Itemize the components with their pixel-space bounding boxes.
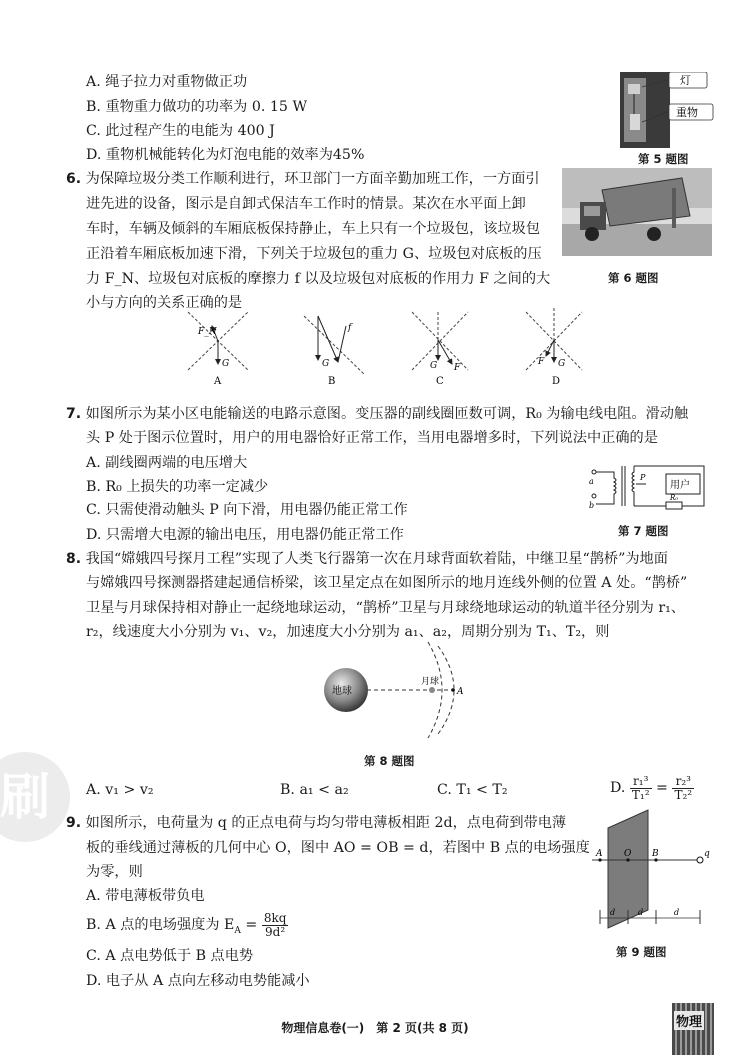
q5-option-a: A. 绳子拉力对重物做正功 — [86, 74, 248, 90]
q5-fig-label-weight: 重物 — [676, 106, 698, 119]
q6-line-3: 车时，车辆及倾斜的车厢底板保持静止，车上只有一个垃圾包，该垃圾包 — [86, 221, 541, 237]
q6-diagram-c — [412, 312, 468, 387]
q7-option-c: C. 只需使滑动触头 P 向下滑，用电器仍能正常工作 — [86, 502, 408, 518]
q6-line-6: 小与方向的关系正确的是 — [86, 295, 243, 311]
q6-line-1 — [66, 169, 540, 189]
q5-figure-photo — [620, 72, 714, 148]
q6-number: 6. — [66, 171, 82, 187]
svg-text:G: G — [322, 359, 330, 369]
svg-text:B: B — [652, 849, 659, 859]
svg-text:q: q — [704, 849, 710, 859]
q8-fig-earth-label: 地球 — [332, 686, 352, 697]
side-subject-label: 物理 — [674, 1011, 704, 1030]
q9-option-d: D. 电子从 A 点向左移动电势能减小 — [86, 973, 310, 989]
q6-figure-photo — [562, 168, 712, 256]
svg-text:G: G — [222, 359, 230, 369]
svg-text:P: P — [640, 473, 646, 482]
svg-text:A: A — [596, 849, 603, 859]
q6-diagram-a — [188, 312, 248, 387]
q8-option-d: D. $\frac{\text{r₁³}}{\text{T₁²}}$ = $\frac{\text{r₂³}}{\text{T₂²}}$ — [610, 773, 693, 802]
svg-text:d: d — [638, 908, 644, 917]
svg-text:F: F — [538, 357, 545, 367]
q8-line-1 — [66, 549, 668, 569]
q8-option-b: B. a₁ < a₂ — [280, 782, 349, 798]
svg-text:f: f — [348, 323, 352, 333]
q9-line-2: 板的垂线通过薄板的几何中心 O，图中 AO = OB = d，若图中 B 点的电场强度 — [86, 840, 590, 856]
q8-line-3: 卫星与月球保持相对静止一起绕地球运动，“鹊桥”卫星与月球绕地球运动的轨道半径分别为 r₁、 — [86, 600, 685, 616]
q7-fig-user-label: 用户 — [670, 480, 690, 491]
svg-text:a: a — [589, 477, 594, 486]
q8-figure-caption: 第 8 题图 — [364, 754, 415, 768]
q7-circuit-diagram — [588, 460, 712, 516]
q6-diagram-d — [526, 308, 582, 387]
q6-line-2: 进先进的设备，图示是自卸式保洁车工作时的情景。某次在水平面上卸 — [86, 196, 526, 212]
svg-text:F_N: F_N — [198, 327, 217, 337]
q9-option-c: C. A 点电势低于 B 点电势 — [86, 948, 254, 964]
q6-line-4: 正沿着车厢底板加速下滑，下列关于垃圾包的重力 G、垃圾包对底板的压 — [86, 246, 542, 262]
q5-option-c: C. 此过程产生的电能为 400 J — [86, 123, 275, 139]
q9-number: 9. — [66, 815, 82, 831]
q8-line-4: r₂，线速度大小分别为 v₁、v₂，加速度大小分别为 a₁、a₂，周期分别为 T₁、T₂，则 — [86, 624, 610, 640]
q6-choice-c: C — [436, 376, 444, 387]
q7-line-2: 头 P 处于图示位置时，用户的用电器恰好正常工作，当用电器增多时，下列说法中正确的是 — [86, 430, 658, 446]
q8-fig-moon-label: 月球 — [421, 677, 440, 687]
q6-choice-a: A — [214, 376, 222, 387]
q6-figure-caption: 第 6 题图 — [608, 271, 659, 285]
q5-fig-label-lamp: 灯 — [680, 74, 691, 87]
q6-choice-d: D — [552, 376, 561, 387]
q9-text-1: 如图所示，电荷量为 q 的正点电荷与均匀带电薄板相距 2d，点电荷到带电薄 — [85, 815, 567, 831]
q7-option-d: D. 只需增大电源的输出电压，用电器仍能正常工作 — [86, 527, 404, 543]
q7-figure-caption: 第 7 题图 — [618, 524, 669, 538]
q5-option-b: B. 重物重力做功的功率为 0. 15 W — [86, 99, 308, 115]
q8-number: 8. — [66, 551, 82, 567]
q6-force-diagrams — [176, 304, 596, 390]
q7-number: 7. — [66, 406, 82, 422]
svg-text:R₀: R₀ — [670, 494, 679, 502]
q9-plate-diagram — [586, 806, 712, 936]
q9-option-a: A. 带电薄板带负电 — [86, 888, 205, 904]
q8-line-2: 与嫦娥四号探测器搭建起通信桥梁，该卫星定点在如图所示的地月连线外侧的位置 A 处。“鹊桥” — [86, 575, 688, 591]
svg-text:d: d — [674, 908, 680, 917]
page-footer: 物理信息卷(一) 第 2 页(共 8 页) — [281, 1021, 469, 1035]
svg-text:d: d — [610, 908, 616, 917]
q7-text-1: 如图所示为某小区电能输送的电路示意图。变压器的副线圈匝数可调，R₀ 为输电线电阻。滑动触 — [85, 406, 689, 422]
q8-option-a: A. v₁ > v₂ — [86, 782, 154, 798]
q9-line-3: 为零，则 — [86, 864, 143, 880]
svg-text:O: O — [624, 849, 632, 859]
q6-line-5: 力 F_N、垃圾包对底板的摩擦力 f 以及垃圾包对底板的作用力 F 之间的大 — [86, 271, 551, 287]
q7-option-a: A. 副线圈两端的电压增大 — [86, 455, 248, 471]
q6-text-1: 为保障垃圾分类工作顺利进行，环卫部门一方面辛勤加班工作，一方面引 — [85, 171, 540, 187]
q5-option-d: D. 重物机械能转化为灯泡电能的效率为45% — [86, 147, 365, 163]
q5-figure-caption: 第 5 题图 — [638, 152, 689, 166]
q6-diagram-b — [304, 316, 364, 387]
q7-option-b: B. R₀ 上损失的功率一定减少 — [86, 479, 269, 495]
svg-text:F: F — [454, 363, 461, 373]
q8-text-1: 我国“嫦娥四号探月工程”实现了人类飞行器第一次在月球背面软着陆，中继卫星“鹊桥”为地面 — [85, 551, 668, 567]
watermark-logo: 刷 — [0, 752, 70, 842]
q9-line-1 — [66, 813, 566, 833]
q7-line-1 — [66, 404, 688, 424]
q9-option-b: B. A 点的电场强度为 $E_A$ = $\frac{8kq}{\text{9d²}}$ — [86, 910, 287, 939]
svg-text:G: G — [430, 361, 438, 371]
q8-option-c: C. T₁ < T₂ — [437, 782, 508, 798]
q6-choice-b: B — [328, 376, 336, 387]
svg-text:G: G — [558, 359, 566, 369]
q9-figure-caption: 第 9 题图 — [616, 945, 667, 959]
svg-text:b: b — [589, 501, 595, 510]
q8-orbit-diagram — [310, 638, 480, 742]
svg-text:A: A — [457, 687, 464, 697]
